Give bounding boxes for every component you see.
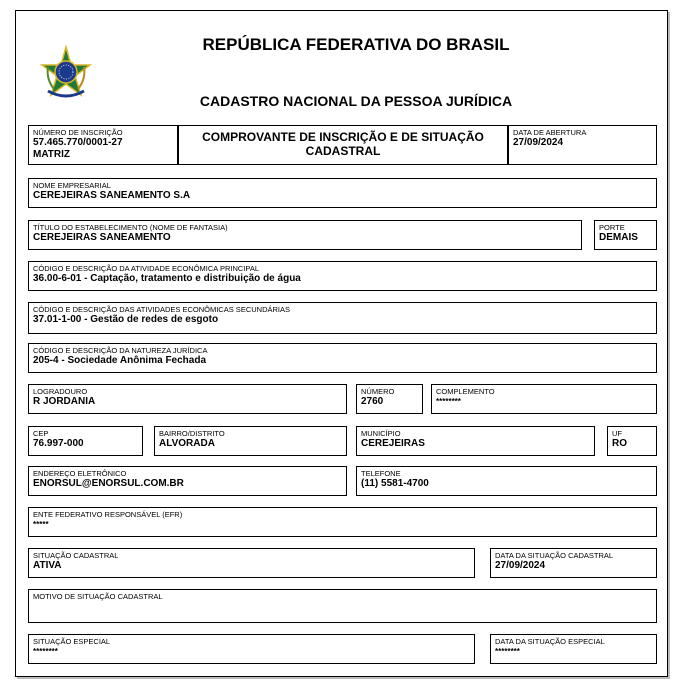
bairro-box	[154, 426, 347, 456]
field-label: UF	[612, 429, 622, 438]
porte-value: DEMAIS	[599, 232, 638, 243]
field-label: TÍTULO DO ESTABELECIMENTO (NOME DE FANTASIA)	[33, 223, 228, 232]
uf-value: RO	[612, 438, 627, 449]
situacao-especial-box	[28, 634, 475, 664]
nome-empresarial-value: CEREJEIRAS SANEAMENTO S.A	[33, 190, 191, 201]
numero-inscricao-value: 57.465.770/0001-27	[33, 137, 123, 148]
data-situacao-value: 27/09/2024	[495, 560, 546, 571]
efr-value: *****	[33, 520, 49, 529]
atividade-principal-box	[28, 261, 657, 291]
bairro-value: ALVORADA	[159, 438, 215, 449]
situacao-cadastral-box	[28, 548, 475, 578]
field-label: COMPLEMENTO	[436, 387, 495, 396]
motivo-situacao-box	[28, 589, 657, 623]
atividades-secundarias-value: 37.01-1-00 - Gestão de redes de esgoto	[33, 314, 219, 325]
nome-empresarial-box	[28, 178, 657, 208]
field-label: CÓDIGO E DESCRIÇÃO DA ATIVIDADE ECONÔMICA PRINCIPAL	[33, 264, 260, 273]
data-abertura-value: 27/09/2024	[513, 137, 564, 148]
numero-value: 2760	[361, 396, 384, 407]
numero-box	[356, 384, 423, 414]
natureza-juridica-box	[28, 343, 657, 373]
page-subtitle: CADASTRO NACIONAL DA PESSOA JURÍDICA	[199, 93, 513, 109]
atividades-secundarias-box	[28, 302, 657, 334]
nome-fantasia-value: CEREJEIRAS SANEAMENTO	[33, 232, 171, 243]
field-label: MUNICÍPIO	[361, 429, 401, 438]
telefone-box	[356, 466, 657, 496]
situacao-cadastral-value: ATIVA	[33, 560, 62, 571]
brasil-coat-of-arms-icon	[38, 45, 94, 101]
logradouro-value: R JORDANIA	[33, 396, 96, 407]
porte-box	[594, 220, 657, 250]
data-abertura-box	[508, 125, 657, 165]
logradouro-box	[28, 384, 347, 414]
nome-fantasia-box	[28, 220, 582, 250]
natureza-juridica-value: 205-4 - Sociedade Anônima Fechada	[33, 355, 207, 366]
field-label: DATA DE ABERTURA	[513, 128, 587, 137]
data-situacao-especial-value: ********	[495, 647, 520, 656]
tipo-estabelecimento-value: MATRIZ	[33, 149, 71, 160]
comprovante-box	[178, 125, 508, 165]
email-value: ENORSUL@ENORSUL.COM.BR	[33, 478, 184, 489]
complemento-box	[431, 384, 657, 414]
municipio-box	[356, 426, 595, 456]
data-situacao-especial-box	[490, 634, 657, 664]
field-label: CEP	[33, 429, 49, 438]
field-label: SITUAÇÃO CADASTRAL	[33, 551, 119, 560]
field-label: DATA DA SITUAÇÃO ESPECIAL	[495, 637, 605, 646]
numero-inscricao-box	[28, 125, 178, 165]
field-label: MOTIVO DE SITUAÇÃO CADASTRAL	[33, 592, 163, 601]
comprovante-title-line1: COMPROVANTE DE INSCRIÇÃO E DE SITUAÇÃO	[202, 130, 484, 144]
field-label: LOGRADOURO	[33, 387, 88, 396]
atividade-principal-value: 36.00-6-01 - Captação, tratamento e distribuição de água	[33, 273, 301, 284]
email-box	[28, 466, 347, 496]
field-label: ENTE FEDERATIVO RESPONSÁVEL (EFR)	[33, 510, 183, 519]
complemento-value: ********	[436, 397, 461, 406]
field-label: CÓDIGO E DESCRIÇÃO DA NATUREZA JURÍDICA	[33, 346, 208, 355]
municipio-value: CEREJEIRAS	[361, 438, 425, 449]
field-label: TELEFONE	[361, 469, 401, 478]
field-label: NOME EMPRESARIAL	[33, 181, 111, 190]
field-label: NÚMERO	[361, 387, 395, 396]
cnpj-document	[15, 10, 668, 677]
data-situacao-box	[490, 548, 657, 578]
comprovante-title-line2: CADASTRAL	[305, 144, 381, 158]
telefone-value: (11) 5581-4700	[361, 478, 429, 489]
efr-box	[28, 507, 657, 537]
field-label: DATA DA SITUAÇÃO CADASTRAL	[495, 551, 614, 560]
field-label: CÓDIGO E DESCRIÇÃO DAS ATIVIDADES ECONÔMICAS SECUNDÁRIAS	[33, 305, 290, 314]
field-label: NÚMERO DE INSCRIÇÃO	[33, 128, 123, 137]
uf-box	[607, 426, 657, 456]
situacao-especial-value: ********	[33, 647, 58, 656]
cep-box	[28, 426, 143, 456]
cep-value: 76.997-000	[33, 438, 84, 449]
field-label: SITUAÇÃO ESPECIAL	[33, 637, 111, 646]
field-label: BAIRRO/DISTRITO	[159, 429, 225, 438]
field-label: PORTE	[599, 223, 625, 232]
field-label: ENDEREÇO ELETRÔNICO	[33, 469, 127, 478]
page-title: REPÚBLICA FEDERATIVA DO BRASIL	[202, 35, 510, 54]
